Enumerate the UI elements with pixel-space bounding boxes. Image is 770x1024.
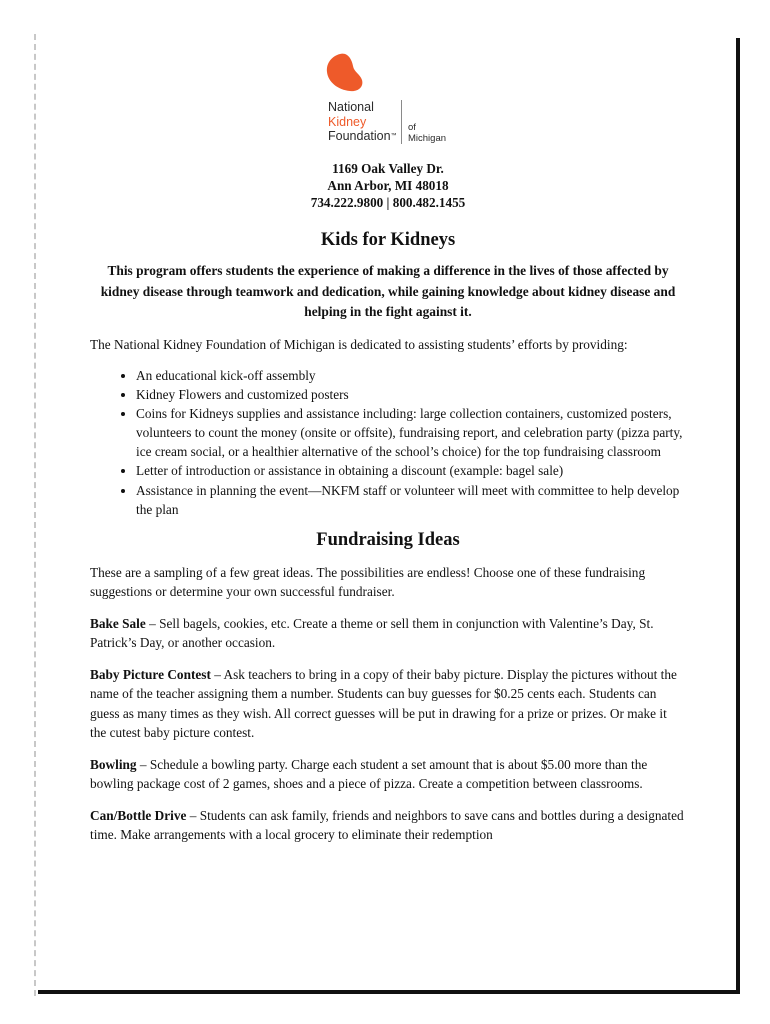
idea-bake-sale bbox=[90, 614, 686, 653]
ideas-intro: These are a sampling of a few great ideas. The possibilities are endless! Choose one of these fundraising suggestions or determine your own successful fundraiser. bbox=[90, 564, 646, 600]
logo-tm: ™ bbox=[390, 133, 397, 139]
logo-line-foundation bbox=[328, 129, 397, 144]
services-list bbox=[90, 366, 686, 519]
logo-line-national: National bbox=[328, 100, 374, 114]
logo-divider bbox=[401, 100, 402, 144]
idea-can-bottle-drive bbox=[90, 806, 686, 845]
idea-text: – Sell bagels, cookies, etc. Create a theme or sell them in conjunction with Valentine’s Day, St. Patrick’s Day, or another occasion. bbox=[90, 615, 654, 651]
logo-line-kidney: Kidney bbox=[328, 114, 367, 129]
idea-text: – Ask teachers to bring in a copy of their baby picture. Display the pictures without the name of the teacher assigning them a number. Students can buy guesses for $0.25 cents each. Students can guess as many times as they wish. All correct guesses will be put in drawing for a prize or prizes. Or make it the cutest baby picture contest. bbox=[90, 666, 677, 741]
idea-name: Can/Bottle Drive bbox=[90, 807, 187, 823]
address-phones: 734.222.9800 | 800.482.1455 bbox=[310, 195, 466, 210]
list-item: • Letter of introduction or assistance in obtaining a discount (example: bagel sale) bbox=[136, 461, 686, 480]
address-block bbox=[90, 160, 686, 211]
idea-text: – Schedule a bowling party. Charge each student a set amount that is about $5.00 more than the bowling package cost of 2 games, shoes and a piece of pizza. Create a competition between classrooms. bbox=[90, 756, 648, 792]
page-shadow-bottom bbox=[38, 990, 740, 994]
document-page bbox=[90, 48, 686, 845]
list-item: • An educational kick-off assembly bbox=[136, 366, 686, 385]
idea-name: Bowling bbox=[90, 756, 137, 772]
logo-foundation-text: Foundation bbox=[328, 129, 391, 143]
lead-paragraph: The National Kidney Foundation of Michigan is dedicated to assisting students’ efforts by providing: bbox=[90, 336, 628, 352]
idea-name: Baby Picture Contest bbox=[90, 666, 211, 682]
address-city: Ann Arbor, MI 48018 bbox=[327, 178, 449, 193]
idea-bowling bbox=[90, 755, 686, 794]
kidney-drop-icon bbox=[326, 52, 364, 92]
list-item: • Kidney Flowers and customized posters bbox=[136, 385, 686, 404]
logo-sub-michigan: Michigan bbox=[408, 133, 447, 144]
program-summary: This program offers students the experience of making a difference in the lives of those affected by kidney disease through teamwork and dedication, while gaining knowledge about kidney disease and helping in the fight against it. bbox=[100, 263, 676, 319]
idea-text: – Students can ask family, friends and neighbors to save cans and bottles during a designated time. Make arrangements with a local grocery to eliminate their redemption bbox=[90, 807, 684, 843]
logo-sub-of: of bbox=[408, 122, 416, 133]
logo-chapter bbox=[408, 122, 446, 144]
page-edge-left bbox=[34, 34, 36, 996]
section-heading-fundraising-ideas: Fundraising Ideas bbox=[316, 529, 460, 550]
list-item: • Assistance in planning the event—NKFM staff or volunteer will meet with committee to help develop the plan bbox=[136, 481, 686, 519]
list-item: • Coins for Kidneys supplies and assistance including: large collection containers, customized posters, volunteers to count the money (onsite or offsite), fundraising report, and celebration party (pizza party, ice cream social, or a healthier alternative of the school’s choice) for the top fundraising classroom bbox=[136, 404, 686, 461]
idea-name: Bake Sale bbox=[90, 615, 146, 631]
logo bbox=[90, 48, 686, 152]
page-shadow-right bbox=[736, 38, 740, 994]
logo-wordmark bbox=[328, 100, 397, 144]
page-title: Kids for Kidneys bbox=[320, 230, 456, 250]
address-street: 1169 Oak Valley Dr. bbox=[332, 161, 444, 176]
idea-baby-picture-contest bbox=[90, 665, 686, 743]
